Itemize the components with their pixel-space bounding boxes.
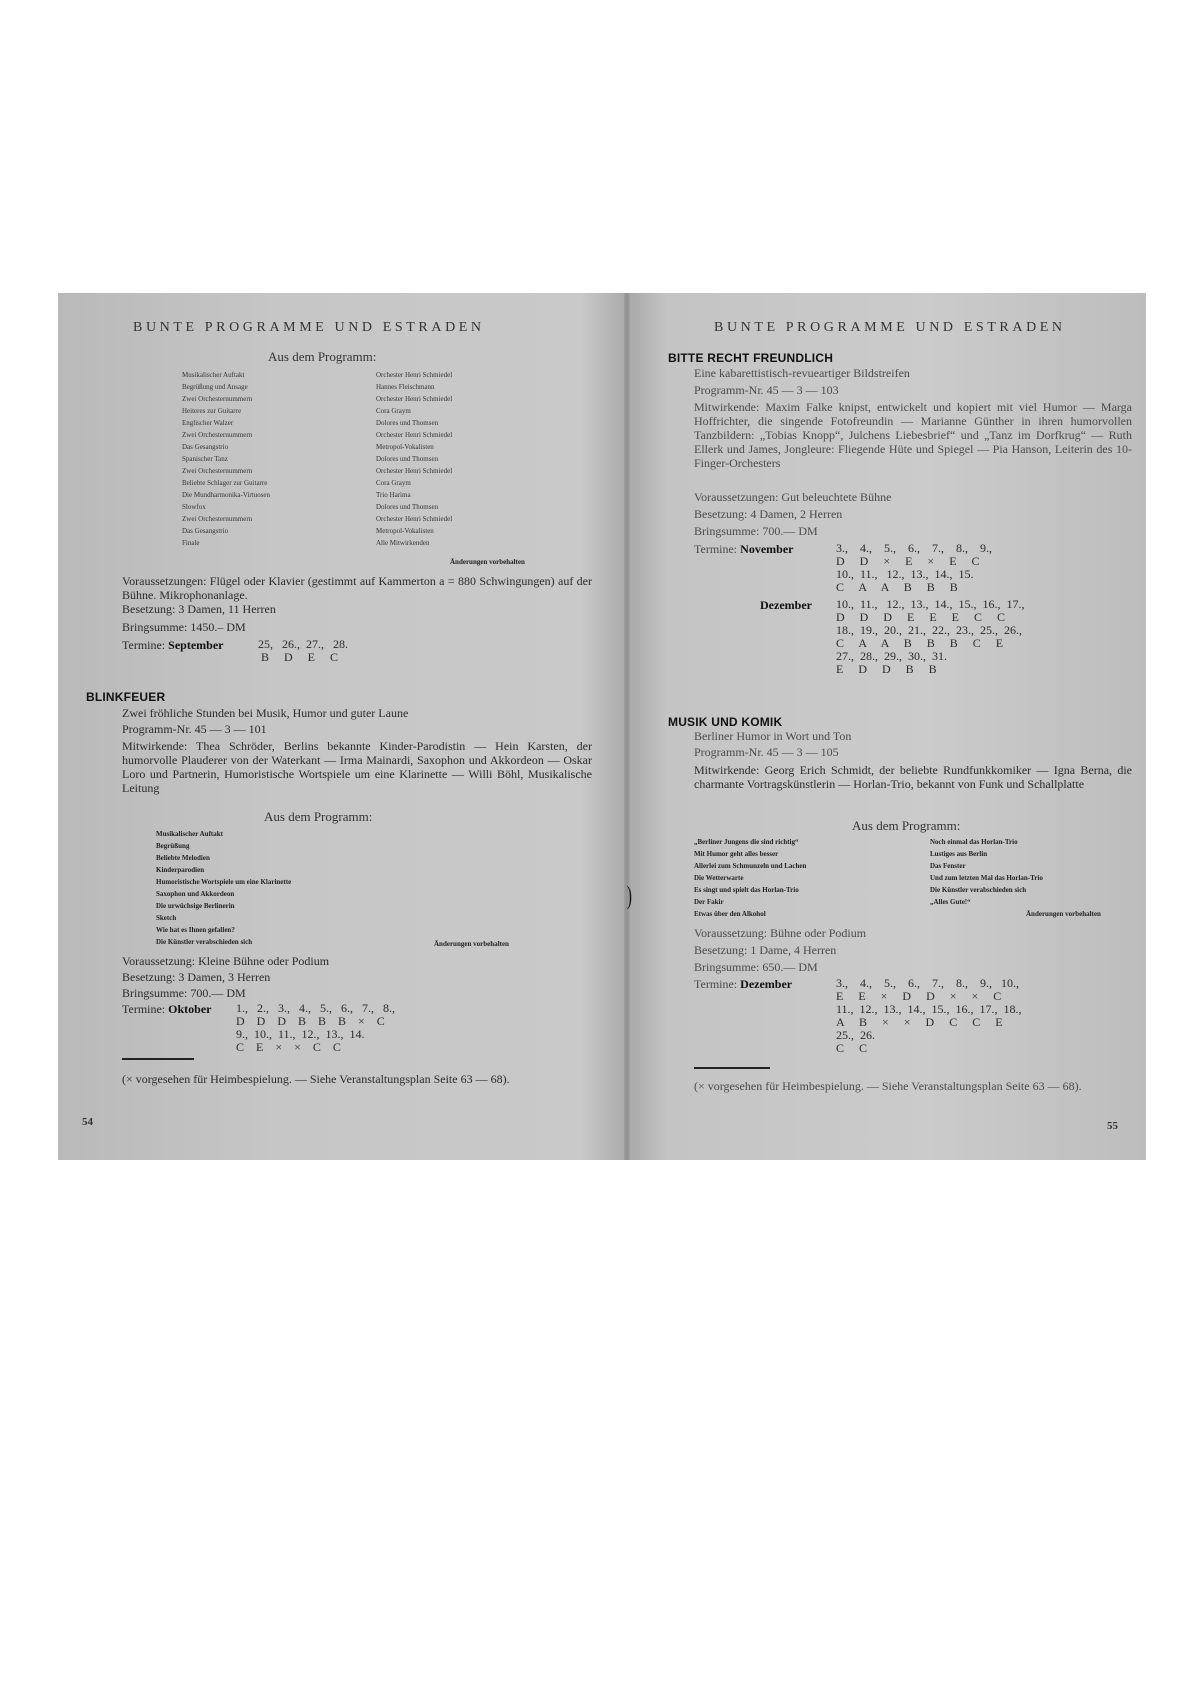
changes-note: Änderungen vorbehalten bbox=[1026, 910, 1101, 918]
cast: Besetzung: 3 Damen, 3 Herren bbox=[122, 970, 271, 984]
list-item: Cora Graym bbox=[376, 479, 411, 487]
list-item: Metropol-Vokalisten bbox=[376, 527, 434, 535]
dates-month: Dezember bbox=[760, 598, 812, 612]
list-item: Slowfox bbox=[182, 503, 206, 511]
dates-label bbox=[122, 1002, 212, 1016]
section-title-blinkfeuer: BLINKFEUER bbox=[86, 690, 166, 704]
program-items bbox=[182, 369, 270, 549]
list-item: Orchester Henri Schmiedel bbox=[376, 371, 453, 379]
list-item: Cora Graym bbox=[376, 407, 411, 415]
list-item: Beliebte Melodien bbox=[156, 854, 210, 862]
list-item: Begrüßung und Ansage bbox=[182, 383, 248, 391]
list-item: Humoristische Wortspiele um eine Klarinette bbox=[156, 878, 292, 886]
cast: Besetzung: 3 Damen, 11 Herren bbox=[122, 602, 276, 616]
dates-label-text: Termine: bbox=[694, 542, 738, 556]
program-items bbox=[156, 828, 291, 948]
footnote: (× vorgesehen für Heimbespielung. — Siehe Veranstaltungsplan Seite 63 — 68). bbox=[694, 1079, 1082, 1093]
program-performers bbox=[376, 369, 452, 549]
list-item: Heiteres zur Guitarre bbox=[182, 407, 242, 415]
list-item: Dolores und Thomsen bbox=[376, 455, 439, 463]
dates-grid: 1., 2., 3., 4., 5., 6., 7., 8., D D D B B B × C 9., 10., 11., 12., 13., 14. C E × × C C bbox=[236, 1001, 395, 1054]
list-item: „Alles Gute!“ bbox=[930, 898, 971, 906]
list-item: Zwei Orchesternummern bbox=[182, 395, 253, 403]
cast: Besetzung: 4 Damen, 2 Herren bbox=[694, 507, 843, 521]
section-title-musik: MUSIK UND KOMIK bbox=[668, 715, 783, 729]
section-subtitle: Eine kabarettistisch-revueartiger Bildstreifen bbox=[694, 366, 910, 380]
dates-month-december bbox=[760, 598, 812, 612]
dates-label bbox=[694, 542, 793, 556]
list-item: Noch einmal das Horlan-Trio bbox=[930, 838, 1018, 846]
program-heading: Aus dem Programm: bbox=[852, 818, 961, 833]
dates-month: Dezember bbox=[740, 977, 793, 991]
requirements: Voraussetzungen: Gut beleuchtete Bühne bbox=[694, 490, 892, 504]
list-item: Kinderparodien bbox=[156, 866, 205, 874]
list-item: Spanischer Tanz bbox=[182, 455, 228, 463]
program-number: Programm-Nr. 45 — 3 — 105 bbox=[694, 745, 839, 759]
program-number: Programm-Nr. 45 — 3 — 101 bbox=[122, 722, 267, 736]
list-item: Mit Humor geht alles besser bbox=[694, 850, 779, 858]
requirements: Voraussetzungen: Flügel oder Klavier (gestimmt auf Kammerton a = 880 Schwingungen) auf der Bühne. Mikrophonanlage. bbox=[122, 574, 592, 602]
right-page bbox=[630, 293, 1146, 1160]
list-item: Alle Mitwirkenden bbox=[376, 539, 430, 547]
dates-grid-november: 3., 4., 5., 6., 7., 8., 9., D D × E × E C 10., 11., 12., 13., 14., 15. C A A B B B bbox=[836, 541, 992, 594]
gutter-bracket-mark: ) bbox=[626, 881, 632, 910]
list-item: Orchester Henri Schmiedel bbox=[376, 395, 453, 403]
running-head: BUNTE PROGRAMME UND ESTRADEN bbox=[714, 320, 1066, 335]
book-spread bbox=[58, 293, 1146, 1160]
dates-month: September bbox=[168, 638, 224, 652]
list-item: Zwei Orchesternummern bbox=[182, 431, 253, 439]
section-subtitle: Berliner Humor in Wort und Ton bbox=[694, 729, 852, 743]
list-item: Wie hat es Ihnen gefallen? bbox=[156, 926, 235, 934]
requirements: Voraussetzung: Kleine Bühne oder Podium bbox=[122, 954, 330, 968]
dates-label-text: Termine: bbox=[122, 1002, 166, 1016]
program-items-right bbox=[930, 836, 1043, 908]
list-item: Orchester Henri Schmiedel bbox=[376, 515, 453, 523]
fee: Bringsumme: 700.— DM bbox=[122, 986, 246, 1000]
list-item: Zwei Orchesternummern bbox=[182, 467, 253, 475]
list-item: Beliebte Schlager zur Guitarre bbox=[182, 479, 268, 487]
list-item: Die Mundharmonika-Virtuosen bbox=[182, 491, 271, 499]
list-item: Es singt und spielt das Horlan-Trio bbox=[694, 886, 799, 894]
list-item: Das Gesangstrio bbox=[182, 527, 229, 535]
list-item: „Berliner Jungens die sind richtig“ bbox=[694, 838, 799, 846]
dates-codes: B D E C bbox=[261, 650, 339, 664]
dates-grid-december: 10., 11., 12., 13., 14., 15., 16., 17., D D D E E E C C 18., 19., 20., 21., 22., 23., 25., 26., C A A B B B C E 27., 28., 29., 30., 31. E D D B B bbox=[836, 597, 1025, 676]
changes-note: Änderungen vorbehalten bbox=[434, 940, 509, 948]
requirements: Voraussetzung: Bühne oder Podium bbox=[694, 926, 867, 940]
footnote-rule bbox=[122, 1058, 194, 1060]
list-item: Musikalischer Auftakt bbox=[156, 830, 223, 838]
list-item: Das Fenster bbox=[930, 862, 966, 870]
list-item: Die Künstler verabschieden sich bbox=[930, 886, 1027, 894]
fee: Bringsumme: 1450.– DM bbox=[122, 620, 246, 634]
list-item: Begrüßung bbox=[156, 842, 190, 850]
dates-month: Oktober bbox=[168, 1002, 212, 1016]
list-item: Finale bbox=[182, 539, 200, 547]
list-item: Englischer Walzer bbox=[182, 419, 234, 427]
running-head: BUNTE PROGRAMME UND ESTRADEN bbox=[133, 320, 485, 335]
list-item: Allerlei zum Schmunzeln und Lachen bbox=[694, 862, 807, 870]
cast: Besetzung: 1 Dame, 4 Herren bbox=[694, 943, 837, 957]
left-page bbox=[58, 293, 624, 1160]
program-number: Programm-Nr. 45 — 3 — 103 bbox=[694, 383, 839, 397]
list-item: Zwei Orchesternummern bbox=[182, 515, 253, 523]
list-item: Dolores und Thomsen bbox=[376, 419, 439, 427]
list-item: Saxophon und Akkordeon bbox=[156, 890, 235, 898]
footnote-rule bbox=[694, 1067, 770, 1069]
list-item: Musikalischer Auftakt bbox=[182, 371, 245, 379]
list-item: Lustiges aus Berlin bbox=[930, 850, 988, 858]
program-heading: Aus dem Programm: bbox=[264, 809, 373, 824]
section-title-bitte: BITTE RECHT FREUNDLICH bbox=[668, 351, 834, 365]
list-item: Hannes Fleischmann bbox=[376, 383, 435, 391]
dates-label bbox=[122, 638, 223, 652]
list-item: Etwas über den Alkohol bbox=[694, 910, 766, 918]
program-heading: Aus dem Programm: bbox=[268, 349, 377, 364]
dates-label-text: Termine: bbox=[122, 638, 166, 652]
list-item: Der Fakir bbox=[694, 898, 724, 906]
dates-grid: 3., 4., 5., 6., 7., 8., 9., 10., E E × D D × × C 11., 12., 13., 14., 15., 16., 17., 18., A B × × D C C E 25., 26. C C bbox=[836, 976, 1022, 1055]
list-item: Orchester Henri Schmiedel bbox=[376, 467, 453, 475]
list-item: Die urwüchsige Berlinerin bbox=[156, 902, 235, 910]
section-subtitle: Zwei fröhliche Stunden bei Musik, Humor und guter Laune bbox=[122, 706, 409, 720]
changes-note: Änderungen vorbehalten bbox=[450, 558, 525, 566]
list-item: Die Künstler verabschieden sich bbox=[156, 938, 253, 946]
performers-text: Mitwirkende: Maxim Falke knipst, entwickelt und kopiert mit viel Humor — Marga Hoffrichter, die singende Fotofreundin — Marianne Günther in ihren humorvollen Tanzbildern: „Tobias Knopp“, Julchens Liebesbrief“ und „Tanz im Dorfkrug“ — Ruth Ellerk und James, Jongleure: Fliegende Hüte und Spiegel — Pia Hanson, Leiterin des 10-Finger-Orchesters bbox=[694, 400, 1132, 470]
list-item: Und zum letzten Mal das Horlan-Trio bbox=[930, 874, 1043, 882]
fee: Bringsumme: 650.— DM bbox=[694, 960, 818, 974]
performers-text: Mitwirkende: Thea Schröder, Berlins bekannte Kinder-Parodistin — Hein Karsten, der humorvolle Plauderer von der Waterkant — Irma Mainardi, Saxophon und Akkordeon — Oskar Loro und Partnerin, Humoristische Wortspiele um eine Klarinette — Willi Böhl, Musikalische Leitung bbox=[122, 739, 592, 795]
list-item: Trio Harima bbox=[376, 491, 411, 499]
dates-days: 25, 26., 27., 28. bbox=[258, 637, 348, 651]
list-item: Sketch bbox=[156, 914, 177, 922]
fee: Bringsumme: 700.— DM bbox=[694, 524, 818, 538]
dates-label-text: Termine: bbox=[694, 977, 738, 991]
list-item: Orchester Henri Schmiedel bbox=[376, 431, 453, 439]
page-number: 54 bbox=[82, 1116, 93, 1128]
list-item: Das Gesangstrio bbox=[182, 443, 229, 451]
performers-text: Mitwirkende: Georg Erich Schmidt, der beliebte Rundfunkkomiker — Igna Berna, die charmante Vortragskünstlerin — Horlan-Trio, bekannt von Funk und Schallplatte bbox=[694, 763, 1132, 791]
dates-label bbox=[694, 977, 792, 991]
page-number: 55 bbox=[1107, 1120, 1118, 1132]
dates-month: November bbox=[740, 542, 794, 556]
list-item: Dolores und Thomsen bbox=[376, 503, 439, 511]
footnote: (× vorgesehen für Heimbespielung. — Siehe Veranstaltungsplan Seite 63 — 68). bbox=[122, 1072, 510, 1086]
list-item: Metropol-Vokalisten bbox=[376, 443, 434, 451]
program-items-left bbox=[694, 836, 806, 920]
list-item: Die Wetterwarte bbox=[694, 874, 744, 882]
